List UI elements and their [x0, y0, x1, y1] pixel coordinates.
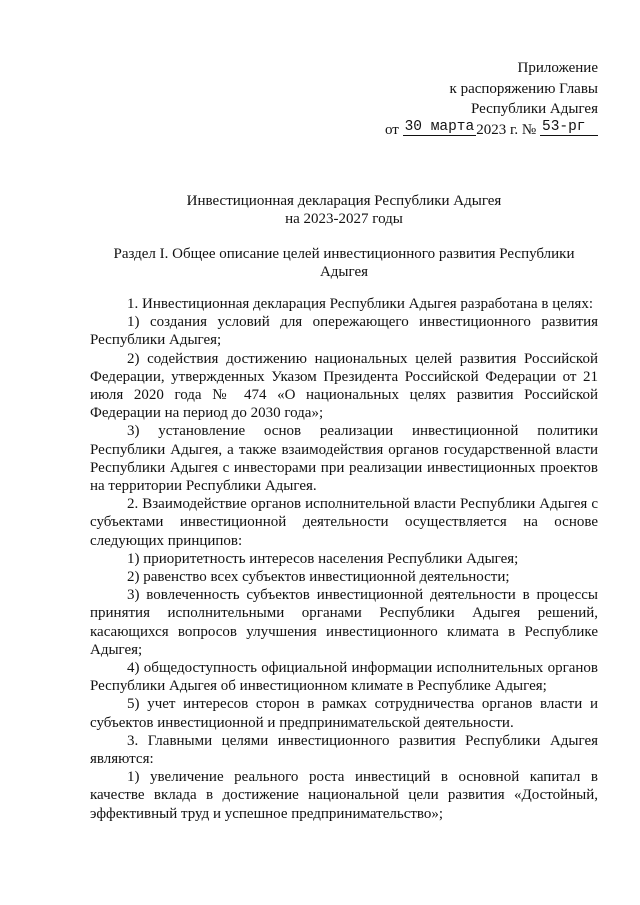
date-field: 30 марта	[404, 118, 475, 135]
year-number-label: 2023 г. №	[476, 121, 537, 138]
paragraph: 2) содействия достижению национальных целей развития Российской Федерации, утвержденных Указом Президента Российской Федерации от 21 июля 2020 года № 474 «О национальных целях развития Российской Федерации на период до 2030 года»;	[90, 350, 598, 422]
paragraph: 1. Инвестиционная декларация Республики Адыгея разработана в целях:	[127, 296, 594, 312]
appendix-republic: Республики Адыгея	[470, 101, 598, 117]
paragraph: 1) создания условий для опережающего инвестиционного развития Республики Адыгея;	[90, 314, 598, 349]
title-line-2: на 2023-2027 годы	[285, 211, 403, 227]
appendix-date-line	[385, 120, 598, 141]
paragraph: 3. Главными целями инвестиционного развития Республики Адыгея являются:	[90, 732, 598, 768]
paragraph: 3) вовлеченность субъектов инвестиционной деятельности в процессы принятия исполнительными органами Республики Адыгея решений, касающихся вопросов улучшения инвестиционного климата в Республике Адыгея;	[90, 587, 598, 658]
paragraph: 4) общедоступность официальной информации исполнительных органов Республики Адыгея об инвестиционном климате в Республике Адыгея;	[90, 660, 598, 695]
from-label: от	[384, 121, 399, 138]
appendix-label: Приложение	[517, 60, 598, 76]
paragraph: 1) приоритетность интересов населения Республики Адыгея;	[127, 550, 519, 567]
paragraph: 2) равенство всех субъектов инвестиционной деятельности;	[127, 569, 510, 586]
document-title	[90, 192, 598, 228]
order-number-field: 53-рг	[540, 120, 598, 136]
paragraph: 3) установление основ реализации инвестиционной политики Республики Адыгея, а также взаимодействия органов государственной власти Республики Адыгея с инвесторами при реализации инвестиционных проектов на территории Республики Адыгея.	[90, 423, 598, 495]
paragraph: 5) учет интересов сторон в рамках сотрудничества органов власти и субъектов инвестиционной и предпринимательской деятельности.	[90, 696, 598, 731]
paragraph: 1) увеличение реального роста инвестиций в основной капитал в качестве вклада в достижение национальной цели развития «Достойный, эффективный труд и успешное предпринимательство»;	[90, 769, 598, 822]
title-line-1: Инвестиционная декларация Республики Адыгея	[186, 193, 502, 209]
appendix-block	[385, 58, 598, 140]
paragraph: 2. Взаимодействие органов исполнительной власти Республики Адыгея с субъектами инвестиционной деятельности осуществляется на основе следующих принципов:	[90, 496, 598, 549]
document-body	[90, 295, 598, 823]
appendix-order-ref: к распоряжению Главы	[449, 80, 598, 97]
section-heading: Раздел I. Общее описание целей инвестиционного развития Республики Адыгея	[113, 246, 575, 280]
